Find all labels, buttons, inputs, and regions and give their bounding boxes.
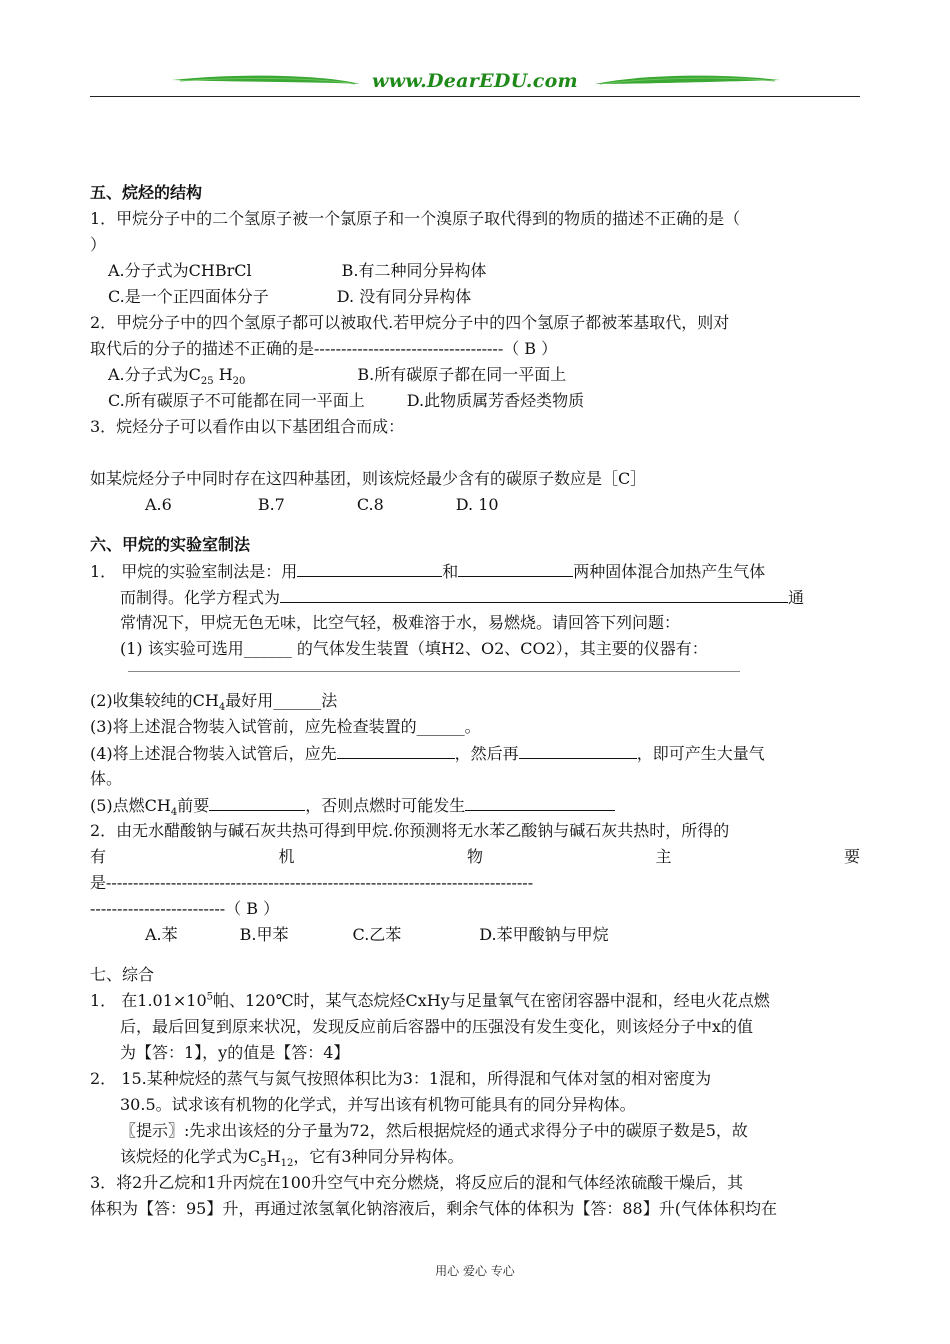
- question-text: 体积为【答：95】升，再通过浓氢氧化钠溶液后，剩余气体的体积为【答：88】升(气体体积均在: [90, 1199, 777, 1218]
- answer-blank[interactable]: [209, 792, 305, 811]
- question-text: 3．将2升乙烷和1升丙烷在100升空气中充分燃烧，将反应后的混和气体经浓硫酸干燥后，其: [90, 1173, 744, 1192]
- option: A.分子式为$C_{25}$ $H_{20}$: [108, 365, 246, 388]
- question-text: 该烷烃的化学式为$C_5H_{12}$，它有3种同分异构体。: [120, 1147, 464, 1170]
- option: B.所有碳原子都在同一平面上: [357, 365, 567, 384]
- question-text: 3．烷烃分子可以看作由以下基团组合而成：: [90, 417, 405, 436]
- question-text: 后，最后回复到原来状况，发现反应前后容器中的压强没有发生变化，则该烃分子中x的值: [120, 1017, 754, 1036]
- option-row: [90, 362, 860, 388]
- answer-blank[interactable]: [465, 792, 615, 811]
- option: A.6: [145, 495, 172, 514]
- option: D.此物质属芳香烃类物质: [406, 391, 585, 410]
- site-logo-text: www.DearEDU.com: [372, 70, 578, 92]
- question-text: 而制得。化学方程式为 通: [90, 584, 860, 610]
- section-title: 六、甲烷的实验室制法: [90, 535, 251, 554]
- answer-blank[interactable]: [280, 584, 788, 603]
- question-text: (5)点燃$CH_4$前要 ，否则点燃时可能发生: [90, 792, 860, 818]
- option-row: [90, 492, 860, 518]
- option: D. 10: [455, 495, 499, 514]
- section-title: 五、烷烃的结构: [90, 183, 203, 202]
- question-text: 取代后的分子的描述不正确的是-----------------------------------（ B ）: [90, 339, 558, 358]
- option: B.有二种同分异构体: [341, 261, 487, 280]
- question-text: 1． 甲烷的实验室制法是：用 和 两种固体混合加热产生气体: [90, 558, 860, 584]
- answer-blank[interactable]: [519, 740, 637, 759]
- document-body: [90, 180, 860, 1222]
- question-text: 〖提示〗:先求出该烃的分子量为72，然后根据烷烃的通式求得分子中的碳原子数是5，故: [120, 1121, 748, 1140]
- question-text: (3)将上述混合物装入试管前，应先检查装置的______。: [90, 717, 481, 736]
- header-divider: [90, 96, 860, 97]
- option: C.所有碳原子不可能都在同一平面上: [108, 391, 365, 410]
- page-footer: 用心 爱心 专心: [435, 1264, 515, 1278]
- answer-blank[interactable]: [297, 558, 442, 577]
- option: C.是一个正四面体分子: [108, 287, 269, 306]
- option-row: [90, 388, 860, 414]
- question-text: 常情况下，甲烷无色无味，比空气轻，极难溶于水，易燃烧。请回答下列问题：: [120, 613, 681, 632]
- section-title: 七、综合: [90, 965, 155, 984]
- answer-blank[interactable]: [458, 558, 573, 577]
- option: D. 没有同分异构体: [336, 287, 472, 306]
- option-row: [90, 258, 860, 284]
- figure-space: [90, 440, 860, 466]
- answer-line[interactable]: [128, 671, 740, 688]
- header-banner: [90, 62, 860, 98]
- question-text: (1) 该实验可选用______ 的气体发生装置（填H2、O2、CO2），其主要的仪器有：: [120, 639, 708, 658]
- option: A.分子式为CHBrCl: [108, 261, 252, 280]
- question-text: 为【答：1】，y的值是【答：4】: [120, 1043, 350, 1062]
- question-text: (2)收集较纯的$CH_4$最好用______法: [90, 691, 338, 714]
- option: D.苯甲酸钠与甲烷: [479, 925, 609, 944]
- question-text: ）: [90, 235, 107, 254]
- question-text: 1．甲烷分子中的二个氢原子被一个氯原子和一个溴原子取代得到的物质的描述不正确的是（: [90, 209, 741, 228]
- question-text: 如某烷烃分子中同时存在这四种基团，则该烷烃最少含有的碳原子数应是［C］: [90, 469, 647, 488]
- question-text: 1． 在$1.01\times 10^5$帕、120℃时，某气态烷烃CxHy与足量氧气在密闭容器中混和，经电火花点燃: [90, 991, 770, 1010]
- question-text: -------------------------（ B ）: [90, 899, 280, 918]
- answer-blank[interactable]: [337, 740, 455, 759]
- option: B.甲苯: [239, 925, 289, 944]
- option: C.8: [356, 495, 384, 514]
- option: C.乙苯: [352, 925, 402, 944]
- question-text: 2． 15.某种烷烃的蒸气与氮气按照体积比为3：1混和，所得混和气体对氢的相对密度为: [90, 1069, 712, 1088]
- question-text: (4)将上述混合物装入试管后，应先 ，然后再 ，即可产生大量气: [90, 740, 860, 766]
- option: A.苯: [145, 925, 178, 944]
- question-text: 30.5。试求该有机物的化学式，并写出该有机物可能具有的同分异构体。: [120, 1095, 636, 1114]
- spaced-text-row: 有 机 物 主 要: [90, 847, 860, 866]
- question-text: 2．由无水醋酸钠与碱石灰共热可得到甲烷.你预测将无水苯乙酸钠与碱石灰共热时，所得的: [90, 821, 730, 840]
- option-row: [90, 284, 860, 310]
- option: B.7: [257, 495, 285, 514]
- question-text: 体。: [90, 769, 123, 788]
- option-row: [90, 922, 860, 948]
- question-text: 是-------------------------------------------------------------------------------: [90, 873, 534, 892]
- question-text: 2．甲烷分子中的四个氢原子都可以被取代.若甲烷分子中的四个氢原子都被苯基取代，则对: [90, 313, 730, 332]
